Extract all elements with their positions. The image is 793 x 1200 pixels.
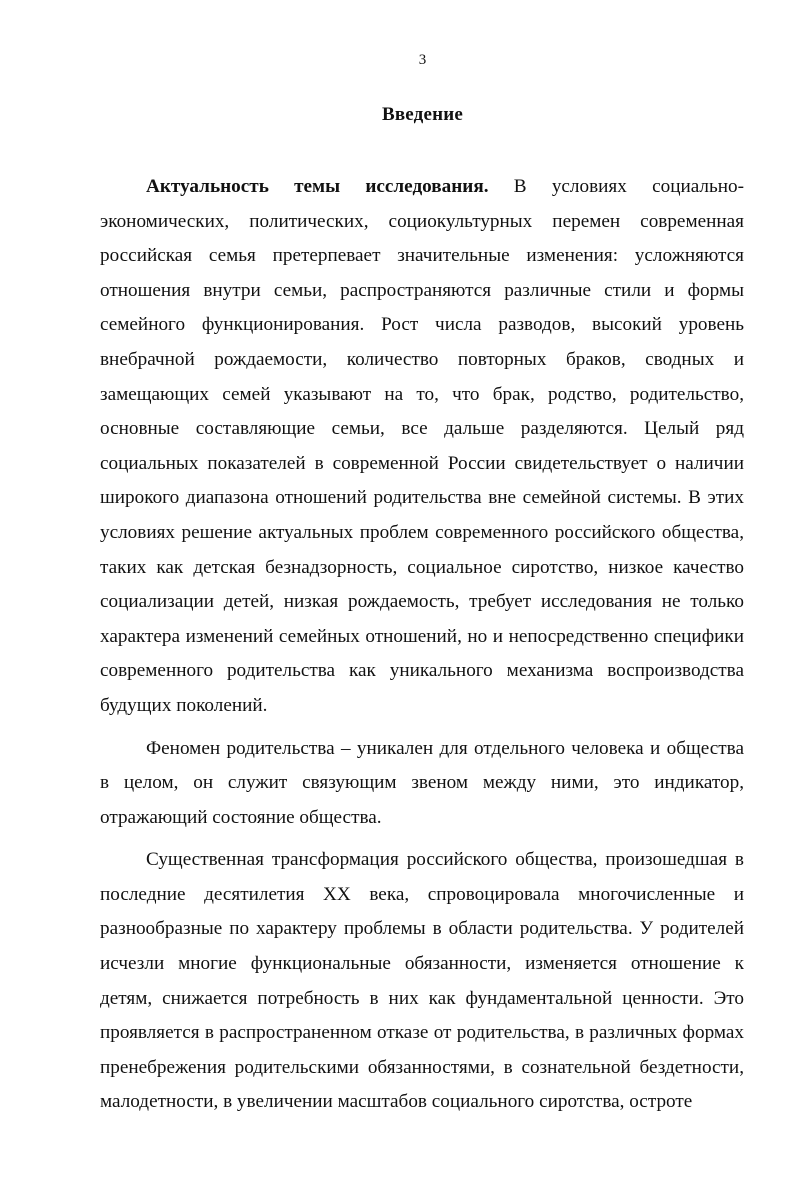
paragraph-lead: Актуальность темы исследования. <box>146 176 489 197</box>
paragraph-transformation <box>100 843 744 1120</box>
section-title: Введение <box>381 104 464 125</box>
paragraph-text: Феномен родительства – уникален для отдельного человека и общества в целом, он служит связующим звеном между ними, это индикатор, отражающий состояние общества. <box>100 737 744 828</box>
paragraph-text: В условиях социально-экономических, политических, социокультурных перемен современная российская семья претерпевает значительные изменения: усложняются отношения внутри семьи, распространяются различные стили и формы семейного функционирования. Рост числа разводов, высокий уровень внебрачной рождаемости, количество повторных браков, сводных и замещающих семей указывают на то, что брак, родство, родительство, основные составляющие семьи, все дальше разделяются. Целый ряд социальных показателей в современной России свидетельствует о наличии широкого диапазона отношений родительства вне семейной системы. В этих условиях решение актуальных проблем современного российского общества, таких как детская безнадзорность, социальное сиротство, низкое качество социализации детей, низкая рождаемость, требует исследования не только характера изменений семейных отношений, но и непосредственно специфики современного родительства как уникального механизма воспроизводства будущих поколений. <box>100 176 744 716</box>
document-body <box>100 170 744 1128</box>
paragraph-parenthood-phenomenon <box>100 732 744 836</box>
paragraph-text: Существенная трансформация российского общества, произошедшая в последние десятилетия XX века, спровоцировала многочисленные и разнообразные по характеру проблемы в области родительства. У родителей исчезли многие функциональные обязанности, изменяется отношение к детям, снижается потребность в них как фундаментальной ценности. Это проявляется в распространенном отказе от родительства, в различных формах пренебрежения родительскими обязанностями, в сознательной бездетности, малодетности, в увеличении масштабов социального сиротства, остроте <box>100 849 744 1113</box>
page-number: 3 <box>418 52 427 68</box>
paragraph-relevance <box>100 170 744 724</box>
